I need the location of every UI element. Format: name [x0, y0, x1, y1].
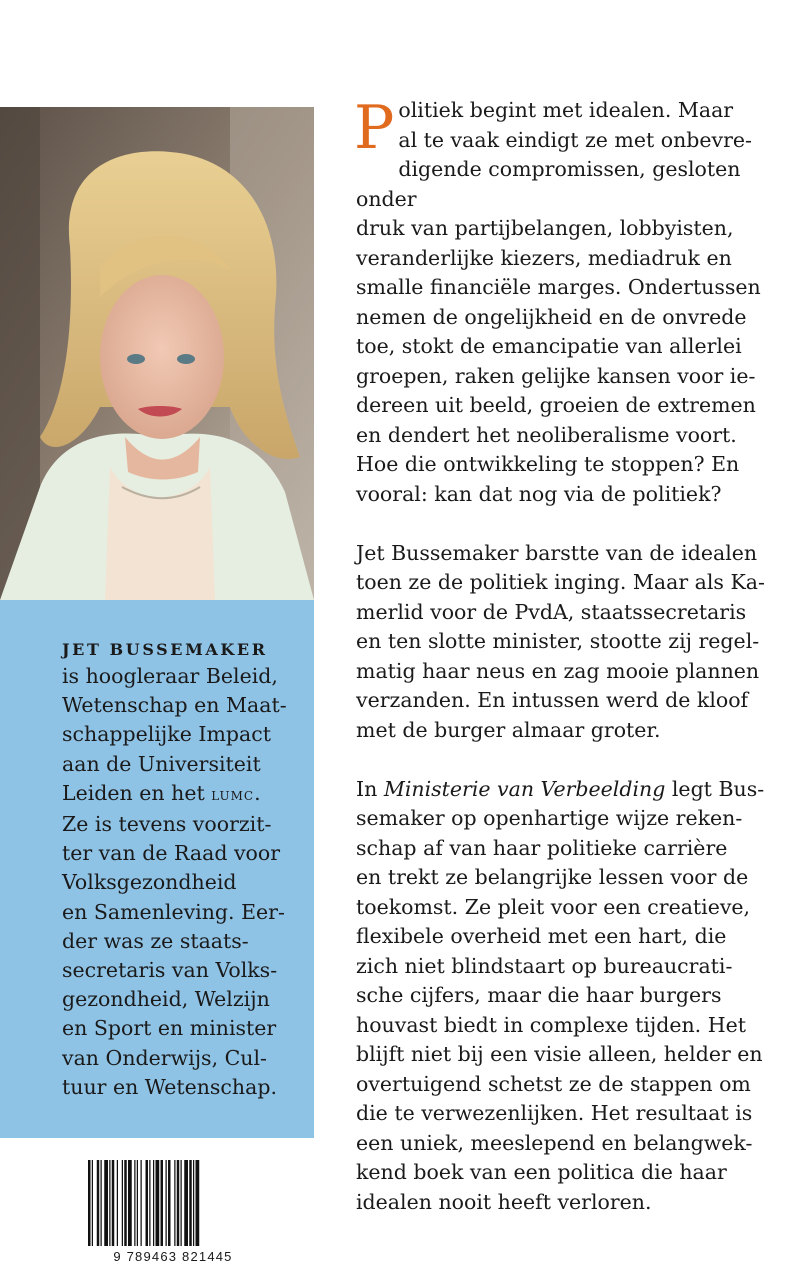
barcode-bar	[112, 1160, 115, 1246]
bio-line-4: aan de Universiteit	[62, 751, 261, 776]
blurb-p1-text: olitiek begint met idealen. Maar al te vaak eindigt ze met onbevre- digende compromissen, gesloten onder druk van partijbelangen, lobbyisten, veranderlijke kiezers, mediadruk en smalle financiële marges. Ondertussen nemen de ongelijkheid en de onvrede toe, stokt de emancipatie van allerlei groepen, raken gelijke kansen voor ie- dereen uit beeld, groeien de extremen en dendert het neoliberalisme voort. Hoe die ontwikkeling te stoppen? En vooral: kan dat nog via de politiek?	[356, 98, 761, 506]
bio-abbrev-lumc: lumc	[211, 784, 255, 805]
barcode-bar	[177, 1160, 180, 1246]
barcode-bar	[174, 1160, 175, 1246]
barcode-bars	[84, 1160, 262, 1248]
bio-line-3: schappelijke Impact	[62, 722, 271, 747]
blurb-p3-rest: legt Bus- semaker op openhartige wijze reken- schap af van haar politieke carrière en trekt ze belangrijke lessen voor de toekomst. Ze pleit voor een creatieve, flexibele overheid met een hart, die zich niet blindstaart op bureaucrati- sche cijfers, maar die haar burgers houvast biedt in complexe tijden. Het blijft niet bij een visie alleen, helder en overtuigend schetst ze de stappen om die te verwezenlijken. Het resultaat is een uniek, meeslepend en belangwek- kend boek van een politica die haar idealen nooit heeft verloren.	[356, 776, 765, 1214]
author-bio	[62, 662, 302, 1102]
barcode-bar	[193, 1160, 194, 1246]
bio-line-5: Leiden en het	[62, 780, 212, 805]
back-cover-blurb	[354, 93, 776, 1247]
barcode-bar	[146, 1160, 149, 1246]
barcode-bar	[128, 1160, 132, 1246]
barcode-bar	[153, 1160, 154, 1246]
barcode	[84, 1160, 262, 1264]
barcode-bar	[97, 1160, 100, 1246]
barcode-bar	[184, 1160, 188, 1246]
barcode-bar	[101, 1160, 102, 1246]
blurb-paragraph-2: Jet Bussemaker barstte van de idealen toen ze de politiek inging. Maar als Ka- merlid voor de PvdA, staatssecretaris en ten slotte minister, stootte zij regel- matig haar neus en zag mooie plannen verzanden. En intussen werd de kloof met de burger almaar groter.	[356, 540, 765, 742]
barcode-bar	[168, 1160, 171, 1246]
barcode-bar	[117, 1160, 118, 1246]
barcode-bar	[88, 1160, 91, 1246]
drop-cap: P	[354, 93, 395, 163]
barcode-bar	[134, 1160, 135, 1246]
barcode-bar	[166, 1160, 167, 1246]
blurb-p3-start: In	[356, 776, 384, 801]
barcode-bar	[104, 1160, 108, 1246]
barcode-bar	[92, 1160, 93, 1246]
barcode-bar	[189, 1160, 192, 1246]
author-name: JET BUSSEMAKER	[62, 640, 268, 659]
barcode-bar	[149, 1160, 150, 1246]
barcode-bar	[137, 1160, 138, 1246]
barcode-bar	[181, 1160, 182, 1246]
bio-rest: . Ze is tevens voorzit- ter van de Raad voor Volksgezondheid en Samenleving. Eer- der was ze staats- secretaris van Volks- gezondheid, Welzijn en Sport en minister van Onderwijs, Cul- tuur en Wetenschap.	[62, 780, 285, 1099]
author-portrait-illustration	[0, 107, 314, 600]
isbn-number: 9 789463 821445	[113, 1249, 233, 1264]
bio-line-1: is hoogleraar Beleid,	[62, 664, 278, 688]
barcode-bar	[156, 1160, 160, 1246]
author-photo	[0, 107, 314, 600]
barcode-bar	[122, 1160, 123, 1246]
barcode-bar	[196, 1160, 200, 1246]
book-title: Ministerie van Verbeelding	[383, 776, 666, 801]
bio-line-2: Wetenschap en Maat-	[62, 693, 287, 718]
blurb-paragraph-1	[354, 93, 776, 509]
barcode-bar	[141, 1160, 142, 1246]
barcode-bar	[124, 1160, 127, 1246]
blurb-paragraph-3	[356, 775, 776, 1218]
barcode-bar	[161, 1160, 164, 1246]
barcode-bar	[109, 1160, 110, 1246]
